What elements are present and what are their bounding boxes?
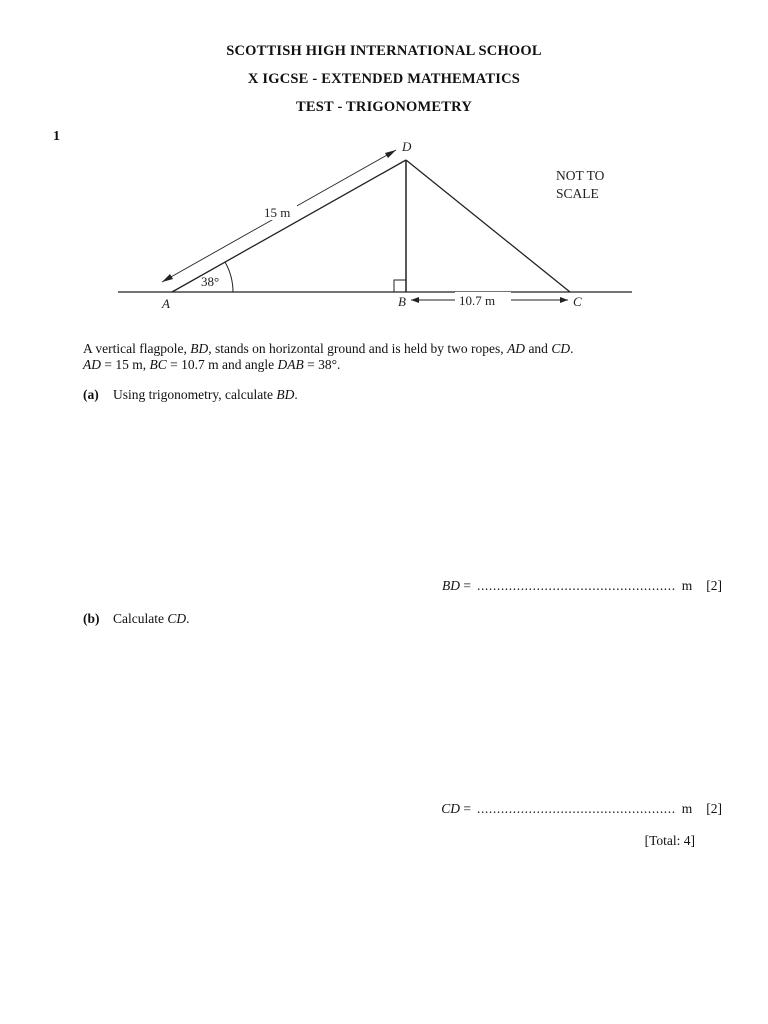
base-length-label: 10.7 m: [459, 293, 496, 308]
question-number: 1: [53, 129, 60, 144]
course-title: X IGCSE - EXTENDED MATHEMATICS: [247, 71, 521, 87]
question-text-line-1: A vertical flagpole, BD, stands on horizontal ground and is held by two ropes, AD and CD.: [83, 341, 574, 356]
label-c: C: [573, 294, 582, 309]
school-name: SCOTTISH HIGH INTERNATIONAL SCHOOL: [226, 43, 542, 59]
dimension-arrow-lower: [162, 274, 173, 282]
question-text-line-2: AD = 15 m, BC = 10.7 m and angle DAB = 38°.: [83, 357, 341, 372]
test-title: TEST - TRIGONOMETRY: [296, 99, 472, 115]
angle-label: 38°: [201, 274, 220, 289]
not-to-scale-note-2: SCALE: [556, 186, 599, 201]
label-a: A: [162, 296, 170, 311]
base-arrow-left: [411, 297, 419, 303]
part-a-prompt: (a) Using trigonometry, calculate BD.: [83, 387, 298, 402]
part-a-answer-line[interactable]: BD = .................................................. m [2]: [441, 578, 722, 593]
dimension-arrow-upper: [385, 150, 396, 158]
part-b-prompt: (b) Calculate CD.: [83, 611, 190, 626]
label-b: B: [398, 294, 406, 309]
base-arrow-right: [560, 297, 568, 303]
part-b-answer-line[interactable]: CD = .................................................. m [2]: [441, 801, 722, 816]
rope-length-label: 15 m: [264, 205, 291, 220]
rope-ad: [172, 160, 406, 292]
total-marks: [Total: 4]: [644, 833, 695, 848]
flagpole-diagram: [0, 130, 768, 320]
rope-cd: [406, 160, 570, 292]
not-to-scale-note: NOT TO: [556, 168, 605, 183]
label-d: D: [402, 139, 412, 154]
angle-arc: [225, 262, 233, 292]
right-angle-marker: [394, 280, 406, 292]
